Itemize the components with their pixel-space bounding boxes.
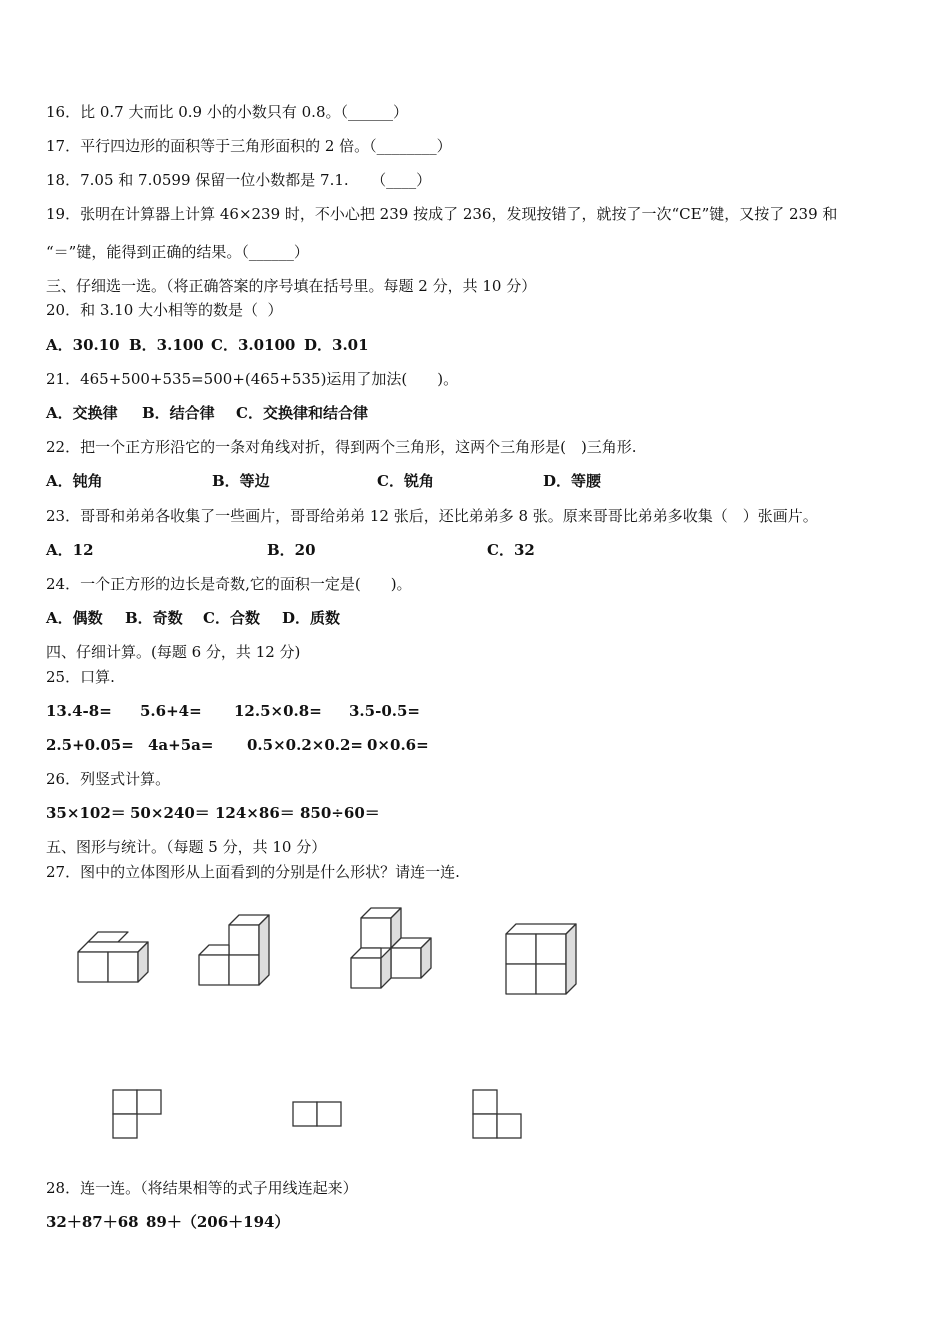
solid-figure-4 — [506, 924, 576, 994]
mental-calc-item: 0.5×0.2×0.2= — [247, 736, 363, 754]
option: C．交换律和结合律 — [236, 404, 368, 422]
question-19-line1: 19．张明在计算器上计算 46×239 时，不小心把 239 按成了 236，发现按错了，就按了一次“CE”键，又按了 239 和 — [46, 205, 838, 223]
expression-item: 89＋（206＋194） — [146, 1213, 290, 1231]
option: D．质数 — [282, 609, 341, 627]
option: D．3.01 — [304, 336, 369, 354]
question-21: 21．465+500+535=500+(465+535)运用了加法( )。 — [46, 370, 459, 388]
question-20: 20．和 3.10 大小相等的数是（ ） — [46, 301, 283, 319]
question-23: 23．哥哥和弟弟各收集了一些画片，哥哥给弟弟 12 张后，还比弟弟多 8 张。原来哥哥比弟弟多收集（ ）张画片。 — [46, 507, 818, 525]
option: A．钝角 — [46, 472, 103, 490]
section-3-heading: 三、仔细选一选。（将正确答案的序号填在括号里。每题 2 分，共 10 分） — [46, 277, 537, 295]
option: A．30.10 — [46, 336, 120, 354]
option: D．等腰 — [543, 472, 602, 490]
option: A．12 — [46, 541, 94, 559]
vertical-calc-item: 850÷60＝ — [300, 804, 380, 822]
vertical-calc-item: 124×86＝ — [215, 804, 295, 822]
question-22: 22．把一个正方形沿它的一条对角线对折，得到两个三角形，这两个三角形是( )三角形. — [46, 438, 637, 456]
question-18: 18．7.05 和 7.0599 保留一位小数都是 7.1. （____） — [46, 171, 432, 189]
mental-calc-item: 4a+5a= — [148, 736, 214, 754]
section-5-heading: 五、图形与统计。（每题 5 分，共 10 分） — [46, 838, 327, 856]
option: C．锐角 — [377, 472, 434, 490]
option: C．32 — [487, 541, 535, 559]
expression-item: 32＋87＋68 — [46, 1213, 139, 1231]
mental-calc-item: 3.5-0.5= — [349, 702, 420, 720]
option: A．偶数 — [46, 609, 103, 627]
option: B．3.100 — [129, 336, 204, 354]
option: B．等边 — [212, 472, 270, 490]
question-19-line2: “＝”键，能得到正确的结果。（______） — [46, 243, 309, 261]
question-25: 25．口算. — [46, 668, 115, 686]
mental-calc-item: 5.6+4= — [140, 702, 202, 720]
vertical-calc-item: 50×240＝ — [130, 804, 210, 822]
mental-calc-item: 0×0.6= — [367, 736, 429, 754]
option: A．交换律 — [46, 404, 118, 422]
mental-calc-item: 2.5+0.05= — [46, 736, 134, 754]
top-view-3 — [473, 1090, 521, 1138]
mental-calc-item: 13.4-8= — [46, 702, 112, 720]
top-view-2 — [293, 1102, 341, 1126]
option: B．结合律 — [142, 404, 215, 422]
solid-figure-2 — [199, 915, 269, 985]
question-17: 17．平行四边形的面积等于三角形面积的 2 倍。（________） — [46, 137, 452, 155]
question-16: 16．比 0.7 大而比 0.9 小的小数只有 0.8。（______） — [46, 103, 408, 121]
solid-figure-1 — [78, 932, 148, 982]
option: B．20 — [267, 541, 316, 559]
mental-calc-item: 12.5×0.8= — [234, 702, 322, 720]
option: B．奇数 — [125, 609, 183, 627]
option: C．合数 — [203, 609, 260, 627]
vertical-calc-item: 35×102＝ — [46, 804, 126, 822]
solid-figure-3 — [351, 908, 431, 988]
top-view-1 — [113, 1090, 161, 1138]
question-27: 27．图中的立体图形从上面看到的分别是什么形状？请连一连. — [46, 863, 460, 881]
option: C．3.0100 — [211, 336, 296, 354]
question-24: 24．一个正方形的边长是奇数,它的面积一定是( )。 — [46, 575, 412, 593]
question-28: 28．连一连。（将结果相等的式子用线连起来） — [46, 1179, 358, 1197]
section-4-heading: 四、仔细计算。(每题 6 分，共 12 分) — [46, 643, 301, 661]
question-26: 26．列竖式计算。 — [46, 770, 171, 788]
